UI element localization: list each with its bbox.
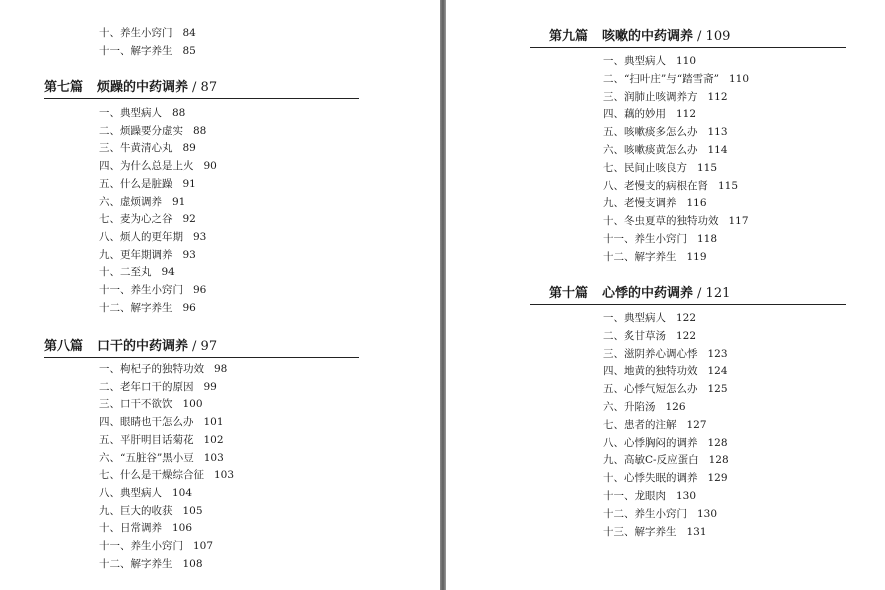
toc-entry-page: 110 [728,72,750,85]
toc-entry-page: 114 [707,144,728,156]
toc-entry-page: 125 [707,383,728,396]
toc-entry-label: 九、巨大的收获 [99,504,173,517]
toc-entry-label: 六、虚烦调养 [99,195,162,208]
toc-entry-page: 105 [182,504,203,517]
toc-entry-label: 二、老年口干的原因 [99,380,194,393]
toc-entry-page: 119 [686,250,707,263]
toc-entry [99,362,227,376]
toc-entry-label: 四、眼睛也干怎么办 [99,416,194,429]
right-page [446,0,885,590]
toc-entry [99,380,217,394]
toc-entry-page: 128 [708,454,729,467]
toc-entry-label: 六、“五脏谷”黑小豆 [99,451,194,464]
toc-entry-label: 十一、养生小窍门 [99,284,183,296]
toc-entry [99,177,196,191]
toc-entry-page: 115 [718,179,739,192]
toc-entry [603,107,696,121]
toc-entry-label: 五、心悸气短怎么办 [603,383,698,396]
toc-entry-label: 十、养生小窍门 [99,27,173,39]
chapter-underline [530,47,846,48]
toc-entry-page: 88 [172,107,186,119]
toc-entry [603,436,728,450]
chapter-heading [549,29,730,45]
toc-entry-label: 一、典型病人 [603,55,666,67]
toc-entry [603,418,707,432]
toc-entry-page: 98 [214,363,228,375]
chapter-number: 第七篇 [44,80,84,95]
chapter-underline [44,98,359,99]
toc-entry-page: 102 [203,433,224,446]
toc-entry [603,364,728,378]
toc-entry-page: 103 [203,451,224,464]
toc-entry [99,195,185,209]
chapter-page: / 121 [697,286,731,301]
toc-entry [603,214,749,228]
chapter-number: 第九篇 [549,29,589,44]
toc-entry-page: 113 [707,126,728,139]
toc-entry-label: 十、心悸失眠的调养 [603,472,698,485]
chapter-underline [44,357,359,358]
toc-entry [603,72,749,86]
chapter-number: 第八篇 [44,339,84,354]
toc-entry [99,415,224,429]
toc-entry-label: 九、高敏C-反应蛋白 [603,454,699,467]
toc-entry-label: 一、典型病人 [603,312,666,324]
toc-entry-label: 一、典型病人 [99,107,162,119]
toc-entry [99,26,196,40]
toc-entry [603,125,728,139]
toc-entry [603,489,696,503]
toc-entry [99,557,203,571]
toc-entry-page: 100 [182,398,203,411]
toc-entry-label: 十一、解字养生 [99,45,173,57]
toc-entry [99,504,203,518]
toc-entry-page: 116 [686,197,707,210]
toc-entry-label: 三、润肺止咳调养方 [603,90,698,103]
toc-entry [603,400,686,414]
toc-entry-page: 85 [182,45,196,57]
chapter-page: / 87 [192,80,218,95]
toc-entry [603,347,728,361]
toc-entry-label: 十、日常调养 [99,522,162,535]
toc-entry-page: 108 [182,557,203,570]
toc-entry-page: 115 [697,161,718,174]
toc-entry-label: 三、牛黄清心丸 [99,142,173,155]
toc-entry-label: 二、“扫叶庄”与“踏雪斋” [603,72,719,85]
toc-entry-label: 十二、解字养生 [603,250,677,263]
toc-entry-label: 四、为什么总是上火 [99,160,194,173]
toc-entry-label: 七、民间止咳良方 [603,161,687,174]
chapter-heading [549,286,730,302]
toc-entry-page: 110 [676,55,697,67]
left-page [0,0,440,590]
toc-entry [99,230,206,244]
toc-entry-page: 92 [182,213,196,226]
toc-entry-label: 九、老慢支调养 [603,197,677,210]
toc-entry-label: 十二、解字养生 [99,557,173,570]
toc-entry-label: 十二、解字养生 [99,301,173,314]
toc-entry-page: 122 [676,329,697,342]
toc-entry-page: 128 [707,436,728,449]
chapter-page: / 97 [192,339,218,354]
toc-entry-page: 112 [707,90,728,103]
toc-entry [99,106,185,120]
toc-entry-page: 118 [697,233,718,245]
toc-entry-page: 96 [193,284,207,296]
toc-entry [99,301,196,315]
toc-entry [603,311,696,325]
toc-entry-page: 93 [182,248,196,261]
toc-entry-page: 126 [665,401,686,413]
toc-entry [603,453,729,467]
toc-entry-page: 107 [193,540,214,552]
toc-entry-label: 二、烦躁要分虚实 [99,124,183,137]
toc-entry [603,507,717,521]
toc-entry-label: 八、典型病人 [99,486,162,499]
toc-entry-label: 八、烦人的更年期 [99,230,183,243]
toc-entry [99,265,175,279]
toc-entry-label: 十一、养生小窍门 [603,233,687,245]
toc-entry-label: 八、心悸胸闷的调养 [603,436,698,449]
toc-entry-label: 五、咳嗽痰多怎么办 [603,126,698,139]
toc-entry [603,329,696,343]
toc-entry-page: 106 [172,522,193,535]
toc-entry [99,486,192,500]
toc-entry [99,397,203,411]
toc-entry [603,232,717,246]
toc-entry [99,124,206,138]
toc-entry [603,382,728,396]
chapter-title: 咳嗽的中药调养 [602,29,694,44]
toc-entry-label: 八、老慢支的病根在肾 [603,179,708,192]
toc-entry-page: 99 [203,380,217,393]
toc-entry [603,471,728,485]
toc-entry-page: 103 [214,469,235,482]
toc-entry [99,141,196,155]
toc-entry [99,44,196,58]
toc-entry-label: 十一、龙眼肉 [603,490,666,502]
toc-entry [99,283,206,297]
toc-entry-label: 四、藕的妙用 [603,108,666,121]
toc-entry [99,521,192,535]
toc-entry-page: 93 [193,230,207,243]
toc-entry-label: 十三、解字养生 [603,525,677,538]
toc-entry-label: 十一、养生小窍门 [99,540,183,552]
toc-entry [603,196,707,210]
toc-entry-page: 94 [161,266,175,279]
toc-entry [603,161,717,175]
toc-entry [603,90,728,104]
toc-entry-label: 一、枸杞子的独特功效 [99,363,204,375]
toc-entry-page: 96 [182,301,196,314]
toc-entry-label: 七、患者的注解 [603,418,677,431]
chapter-underline [530,304,846,305]
toc-entry-page: 88 [193,124,207,137]
toc-entry [603,250,707,264]
toc-entry-page: 123 [707,347,728,360]
toc-entry [99,451,224,465]
toc-entry-page: 122 [676,312,697,324]
chapter-heading [44,80,217,96]
toc-entry-page: 131 [686,525,707,538]
toc-entry-label: 十、二至丸 [99,266,152,279]
chapter-title: 心悸的中药调养 [602,286,694,301]
toc-entry-page: 127 [686,418,707,431]
toc-entry-label: 七、麦为心之谷 [99,213,173,226]
toc-entry [603,179,738,193]
toc-entry [99,212,196,226]
toc-entry-label: 九、更年期调养 [99,248,173,261]
toc-entry [603,54,696,68]
toc-entry-page: 117 [728,215,749,228]
toc-entry-label: 二、炙甘草汤 [603,329,666,342]
toc-entry-page: 84 [182,27,196,39]
toc-entry [99,248,196,262]
toc-entry-label: 六、咳嗽痰黄怎么办 [603,144,698,156]
toc-entry-page: 89 [182,142,196,155]
chapter-heading [44,339,217,355]
toc-entry [99,468,234,482]
toc-entry [99,159,217,173]
chapter-title: 口干的中药调养 [97,339,189,354]
toc-entry-page: 124 [707,365,728,378]
toc-entry-page: 130 [697,507,718,520]
toc-entry-label: 四、地黄的独特功效 [603,365,698,378]
chapter-page: / 109 [697,29,731,44]
chapter-number: 第十篇 [549,286,589,301]
toc-entry-label: 十二、养生小窍门 [603,507,687,520]
toc-entry-page: 130 [676,490,697,502]
toc-entry-label: 十、冬虫夏草的独特功效 [603,215,719,228]
toc-entry-page: 101 [203,416,224,429]
toc-entry-page: 91 [172,195,186,208]
toc-entry-page: 91 [182,177,196,190]
toc-entry-label: 五、平肝明目话菊花 [99,433,194,446]
toc-entry [603,143,728,157]
toc-entry-page: 112 [676,108,697,121]
toc-entry-label: 六、升陷汤 [603,401,656,413]
toc-entry [99,539,213,553]
toc-entry-label: 七、什么是干燥综合征 [99,469,204,482]
toc-entry-label: 三、口干不欲饮 [99,398,173,411]
toc-entry [603,525,707,539]
toc-entry-page: 90 [203,160,217,173]
chapter-title: 烦躁的中药调养 [97,80,189,95]
toc-entry-page: 104 [172,486,193,499]
toc-entry-label: 五、什么是脏躁 [99,177,173,190]
toc-entry-page: 129 [707,472,728,485]
toc-entry [99,433,224,447]
toc-entry-label: 三、滋阴养心调心悸 [603,347,698,360]
